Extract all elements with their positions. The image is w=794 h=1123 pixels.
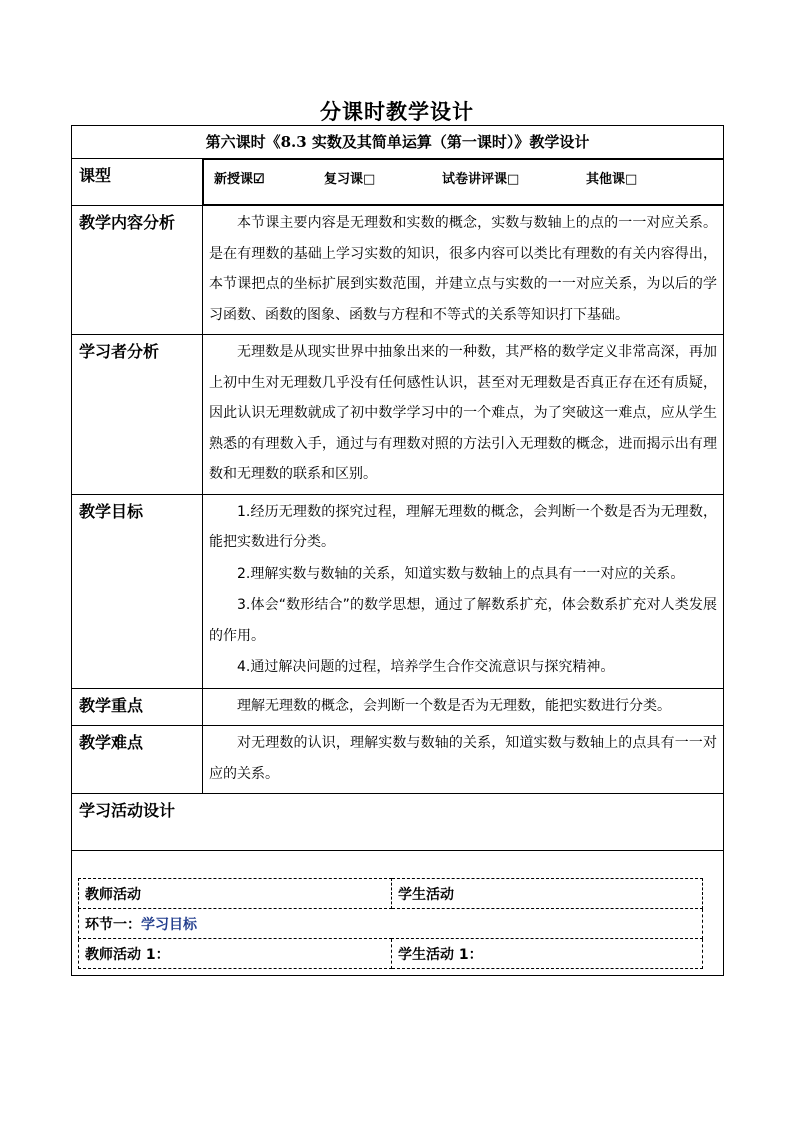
activity-design-area <box>72 851 724 976</box>
teacher-activity-1[interactable]: 教师活动 1： <box>79 939 392 969</box>
section-heading <box>79 909 703 939</box>
key-points-text: 理解无理数的概念，会判断一个数是否为无理数，能把实数进行分类。 <box>237 697 671 714</box>
key-points-label: 教学重点 <box>72 688 203 726</box>
option-new-lesson[interactable]: 新授课☑ <box>214 172 265 187</box>
course-type-row <box>72 159 724 206</box>
lesson-design-table <box>71 125 724 976</box>
objectives-row <box>72 494 724 688</box>
section-prefix: 环节一： <box>85 916 141 933</box>
content-analysis-label: 教学内容分析 <box>72 206 203 335</box>
objectives-label: 教学目标 <box>72 494 203 688</box>
course-type-options <box>203 159 724 205</box>
learner-analysis-cell <box>203 335 724 495</box>
activity-table <box>78 878 703 969</box>
section-row <box>79 909 703 939</box>
difficulties-label: 教学难点 <box>72 726 203 794</box>
objective-item: 4.通过解决问题的过程，培养学生合作交流意识与探究精神。 <box>237 659 615 675</box>
key-points-row <box>72 688 724 726</box>
learner-analysis-row <box>72 335 724 495</box>
difficulties-text: 对无理数的认识，理解实数与数轴的关系，知道实数与数轴上的点具有一一对应的关系。 <box>209 735 718 782</box>
content-analysis-row <box>72 206 724 335</box>
learner-analysis-label: 学习者分析 <box>72 335 203 495</box>
section-title: 学习目标 <box>141 916 197 933</box>
objectives-cell <box>203 494 724 688</box>
document-title: 分课时教学设计 <box>320 99 474 124</box>
difficulties-row <box>72 726 724 794</box>
student-activity-header: 学生活动 <box>392 879 703 909</box>
activity-header-row <box>79 879 703 909</box>
objective-item: 3.体会“数形结合”的数学思想，通过了解数系扩充，体会数系扩充对人类发展的作用。 <box>209 597 718 644</box>
objective-item: 1.经历无理数的探究过程，理解无理数的概念，会判断一个数是否为无理数，能把实数进行分类。 <box>209 503 718 550</box>
activity-row <box>79 939 703 969</box>
content-analysis-cell <box>203 206 724 335</box>
option-exam-review-lesson[interactable]: 试卷讲评课□ <box>442 172 520 187</box>
option-other-lesson[interactable]: 其他课□ <box>586 172 638 187</box>
content-analysis-text: 本节课主要内容是无理数和实数的概念，实数与数轴上的点的一一对应关系。是在有理数的基础上学习实数的知识，很多内容可以类比有理数的有关内容得出，本节课把点的坐标扩展到实数范围，并建立点与实数的一一对应关系，为以后的学习函数、函数的图象、函数与方程和不等式的关系等知识打下基础。 <box>209 215 718 323</box>
difficulties-cell <box>203 726 724 794</box>
objective-item: 2.理解实数与数轴的关系，知道实数与数轴上的点具有一一对应的关系。 <box>237 565 685 582</box>
key-points-cell <box>203 688 724 726</box>
activity-design-label: 学习活动设计 <box>72 794 724 851</box>
teacher-activity-header: 教师活动 <box>79 879 392 909</box>
student-activity-1[interactable]: 学生活动 1： <box>392 939 703 969</box>
lesson-subtitle: 第六课时《8.3 实数及其简单运算（第一课时）》教学设计 <box>72 126 724 159</box>
option-review-lesson[interactable]: 复习课□ <box>324 172 376 187</box>
learner-analysis-text: 无理数是从现实世界中抽象出来的一种数，其严格的数学定义非常高深，再加上初中生对无理数几乎没有任何感性认识，甚至对无理数是否真正存在还有质疑，因此认识无理数就成了初中数学学习中的一个难点，为了突破这一难点，应从学生熟悉的有理数入手，通过与有理数对照的方法引入无理数的概念，进而揭示出有理数和无理数的联系和区别。 <box>209 344 718 482</box>
course-type-label: 课型 <box>72 159 203 206</box>
